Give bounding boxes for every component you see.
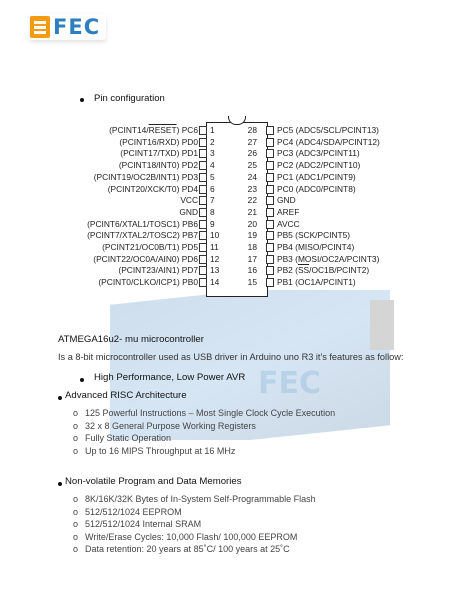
list-item-text: 512/512/1024 EEPROM xyxy=(85,506,182,517)
list-item-text: Data retention: 20 years at 85˚C/ 100 years at 25˚C xyxy=(85,544,290,555)
pin-label: (PCINT20/XCK/T0) PD4 xyxy=(107,183,198,194)
list-item-text: 512/512/1024 Internal SRAM xyxy=(85,519,202,530)
pin-number: 10 xyxy=(210,230,220,241)
pin-label-part: /OC1B/PCINT2) xyxy=(309,265,370,276)
list-item-text: Write/Erase Cycles: 10,000 Flash/ 100,000 EEPROM xyxy=(85,531,298,542)
pin-number: 11 xyxy=(210,242,219,252)
pin-pad xyxy=(266,278,274,287)
bullet-icon xyxy=(58,482,62,486)
pin-number: 7 xyxy=(210,195,215,206)
pin-number: 4 xyxy=(210,160,215,171)
pin-label-overline: RESET xyxy=(148,125,177,135)
pin-label: PC0 (ADC0/PCINT8) xyxy=(277,183,356,194)
pin-pad xyxy=(266,185,274,194)
pin-number: 23 xyxy=(247,183,257,194)
pin-number: 27 xyxy=(247,136,257,147)
fec-watermark xyxy=(258,366,374,406)
pin-pad xyxy=(266,266,274,275)
pin-pad xyxy=(266,126,274,135)
pin-number: 26 xyxy=(247,148,257,159)
pin-label: (PCINT7/XTAL2/TOSC2) PB7 xyxy=(87,230,198,241)
pin-number: 6 xyxy=(210,183,215,194)
pin-number: 22 xyxy=(247,195,257,206)
pin-row-right xyxy=(0,171,474,183)
feature-risc: Advanced RISC Architecture xyxy=(65,390,187,401)
pin-number: 14 xyxy=(210,277,220,288)
pin-number: 2 xyxy=(210,136,215,147)
pin-label: GND xyxy=(179,206,198,217)
pin-number: 5 xyxy=(210,171,215,182)
pin-number: 20 xyxy=(247,218,257,229)
fec-logo xyxy=(30,14,106,40)
pin-row-right xyxy=(0,276,474,288)
pin-label: AREF xyxy=(277,206,300,217)
pin-pad xyxy=(266,196,274,205)
pin-number: 19 xyxy=(247,230,257,241)
pin-number: 18 xyxy=(247,242,257,252)
pin-label-part: PB2 ( xyxy=(277,265,298,276)
pin-number: 8 xyxy=(210,206,215,217)
list-item-text: 125 Powerful Instructions – Most Single Clock Cycle Execution xyxy=(85,408,336,418)
pin-number: 16 xyxy=(247,265,257,276)
pin-row-right xyxy=(0,194,474,206)
section-title: ATMEGA16u2- mu microcontroller xyxy=(58,334,204,345)
pin-row-right xyxy=(0,206,474,218)
pin-label: (PCINT17/TXD) PD1 xyxy=(120,148,198,159)
pin-row-right xyxy=(0,159,474,171)
feature-high-performance: High Performance, Low Power AVR xyxy=(94,372,246,383)
pin-number: 3 xyxy=(210,148,215,159)
pin-label: VCC xyxy=(180,195,198,206)
feature-memory: Non-volatile Program and Data Memories xyxy=(65,476,242,487)
pin-row-right xyxy=(0,124,474,136)
bullet-icon xyxy=(58,396,62,400)
pin-pad xyxy=(266,255,274,264)
sub-bullet-icon: o xyxy=(73,544,79,555)
pin-label: PC3 (ADC3/PCINT11) xyxy=(277,148,360,159)
pin-label: (PCINT19/OC2B/INT1) PD3 xyxy=(93,171,198,182)
pin-label-overline: $\overline{SS}$ xyxy=(297,265,310,276)
pin-pad xyxy=(266,231,274,240)
list-item-text: Fully Static Operation xyxy=(85,433,172,444)
pin-number: 15 xyxy=(247,277,257,288)
pin-pad xyxy=(266,161,274,170)
watermark-text: FEC xyxy=(258,366,322,401)
intro-paragraph: Is a 8-bit microcontroller used as USB driver in Arduino uno R3 it's features as follow: xyxy=(58,352,404,362)
pin-number: 1 xyxy=(210,125,215,135)
pin-label: PB3 (MOSI/OC2A/PCINT3) xyxy=(277,253,380,264)
pin-label: AVCC xyxy=(277,218,300,229)
sub-bullet-icon: o xyxy=(73,445,79,456)
sub-bullet-icon: o xyxy=(73,506,79,517)
pin-pad xyxy=(266,173,274,182)
pin-pad xyxy=(266,138,274,147)
pin-pad xyxy=(266,149,274,158)
pin-number: 9 xyxy=(210,218,215,229)
pin-pad xyxy=(266,243,274,252)
pin-config-title: Pin configuration xyxy=(94,93,165,104)
pin-number: 24 xyxy=(247,171,257,182)
pin-label: (PCINT0/CLKO/ICP1) PB0 xyxy=(98,277,198,288)
sub-bullet-icon: o xyxy=(73,408,79,418)
sub-bullet-icon: o xyxy=(73,519,79,530)
bullet-icon xyxy=(80,378,84,382)
pin-row-right xyxy=(0,229,474,241)
list-item-text: Up to 16 MIPS Throughput at 16 MHz xyxy=(85,445,236,456)
pin-number: 21 xyxy=(247,206,257,217)
pin-label: PC1 (ADC1/PCINT9) xyxy=(277,171,356,182)
pin-row-right xyxy=(0,183,474,195)
pin-label: PB1 (OC1A/PCINT1) xyxy=(277,277,356,288)
pin-row-right xyxy=(0,218,474,230)
sub-bullet-icon: o xyxy=(73,420,79,431)
pin-number: 12 xyxy=(210,253,220,264)
pin-label-part: (PCINT14/ xyxy=(109,125,149,135)
pin-label: PB4 (MISO/PCINT4) xyxy=(277,242,355,252)
sub-bullet-icon: o xyxy=(73,494,79,504)
logo-text: FEC xyxy=(53,15,101,39)
pin-number: 17 xyxy=(247,253,257,264)
pin-row-right xyxy=(0,136,474,148)
pin-label: GND xyxy=(277,195,296,206)
sub-bullet-icon: o xyxy=(73,433,79,444)
pin-pad xyxy=(266,220,274,229)
list-item-text: 32 x 8 General Purpose Working Registers xyxy=(85,420,256,431)
sub-bullet-icon: o xyxy=(73,531,79,542)
pin-row-right xyxy=(0,253,474,265)
pin-label: (PCINT6/XTAL1/TOSC1) PB6 xyxy=(87,218,198,229)
pin-label: (PCINT16/RXD) PD0 xyxy=(119,136,198,147)
pin-row-right xyxy=(0,264,474,276)
list-item-text: 8K/16K/32K Bytes of In-System Self-Programmable Flash xyxy=(85,494,316,504)
pin-label: PB5 (SCK/PCINT5) xyxy=(277,230,351,241)
pin-number: 25 xyxy=(247,160,257,171)
pin-number: 28 xyxy=(247,125,257,135)
pin-label: (PCINT21/OC0B/T1) PD5 xyxy=(102,242,198,252)
pin-number: 13 xyxy=(210,265,220,276)
header-connector-shape xyxy=(370,300,394,350)
pin-label: (PCINT18/INT0) PD2 xyxy=(118,160,198,171)
pin-label-part: ) PC6 xyxy=(176,125,198,135)
pin-label: PC5 (ADC5/SCL/PCINT13) xyxy=(277,125,379,135)
pin-row-right xyxy=(0,147,474,159)
pin-pad xyxy=(266,208,274,217)
pin-row-right xyxy=(0,241,474,253)
pin-label: (PCINT23/AIN1) PD7 xyxy=(118,265,198,276)
pin-label xyxy=(277,264,369,276)
logo-mark-icon xyxy=(30,16,50,38)
pin-label: PC4 (ADC4/SDA/PCINT12) xyxy=(277,136,380,147)
pin-label: PC2 (ADC2/PCINT10) xyxy=(277,160,361,171)
pin-label: (PCINT22/OC0A/AIN0) PD6 xyxy=(93,253,198,264)
bullet-icon xyxy=(80,98,84,102)
